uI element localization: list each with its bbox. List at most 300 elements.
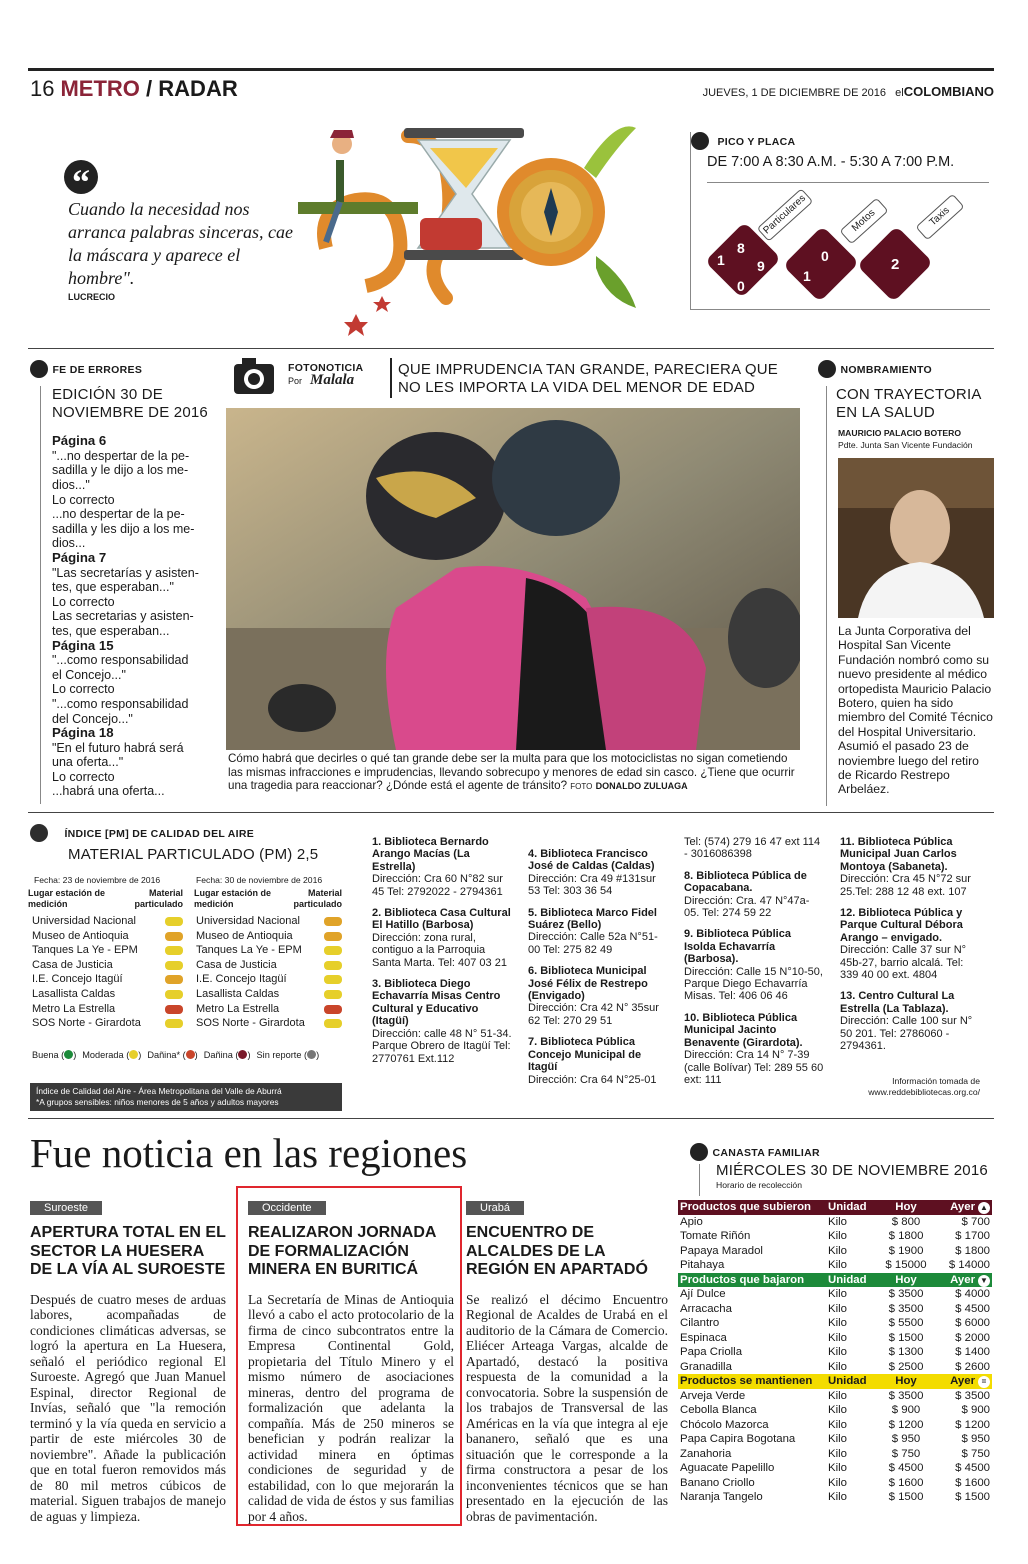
air-quality-title: MATERIAL PARTICULADO (PM) 2,5 [68, 846, 319, 864]
air-quality-label: ÍNDICE [PM] DE CALIDAD DEL AIRE [64, 828, 255, 841]
basket-row [678, 1490, 992, 1505]
product-name: Chócolo Mazorca [680, 1418, 769, 1431]
station-name: Lasallista Caldas [32, 987, 116, 1000]
legend-label: Sin reporte [256, 1050, 302, 1060]
photo-news-header [232, 352, 802, 404]
col-yesterday: Ayer [950, 1273, 975, 1286]
library-name: 5. Biblioteca Marco Fidel Suárez (Bello) [528, 906, 657, 932]
air-level-swatch [324, 932, 342, 941]
gear-icon [30, 824, 48, 842]
col-unit: Unidad [828, 1273, 867, 1286]
air-level-swatch [324, 961, 342, 970]
person-icon [818, 360, 836, 378]
price-today: $ 1200 [888, 1418, 924, 1431]
basket-row [678, 1360, 992, 1375]
key-label: Taxis [915, 194, 964, 241]
air-table-rows [32, 914, 183, 1031]
col-unit: Unidad [828, 1375, 867, 1387]
appointment-column [818, 360, 994, 422]
errata-label: FE DE ERRORES [52, 364, 143, 377]
region-tag: Suroeste [30, 1201, 102, 1215]
legend-item: Dañina ( ) [203, 1050, 251, 1060]
group-name: Productos se mantienen [680, 1375, 813, 1387]
price-yesterday: $ 700 [961, 1215, 990, 1228]
product-unit: Kilo [828, 1491, 847, 1503]
price-yesterday: $ 1700 [955, 1230, 990, 1242]
errata-line: dios... [52, 536, 86, 551]
product-unit: Kilo [828, 1360, 847, 1373]
product-unit: Kilo [828, 1433, 847, 1445]
errata-page-heading: Página 18 [52, 725, 114, 741]
air-station-row [196, 1002, 342, 1017]
product-unit: Kilo [828, 1244, 847, 1257]
station-name: SOS Norte - Girardota [32, 1017, 141, 1030]
product-name: Espinaca [680, 1331, 727, 1344]
air-station-row [196, 929, 342, 944]
library-name: 2. Biblioteca Casa Cultural El Hatillo (Barbosa) [372, 907, 511, 932]
price-yesterday: $ 4500 [955, 1302, 990, 1315]
group-name: Productos que subieron [680, 1201, 812, 1213]
errata-line: sadilla y le dijo a los me- [52, 463, 189, 478]
product-name: Banano Criollo [680, 1476, 755, 1489]
library-name: 4. Biblioteca Francisco José de Caldas (Caldas) [528, 848, 655, 873]
library-source-label: Información tomada de [892, 1076, 980, 1086]
errata-line: tes, que esperaban..." [52, 580, 174, 595]
library-details: Dirección: calle 48 N° 51-34. Parque Obrero de Itagüí Tel: 2770761 Ext.112 [372, 1027, 512, 1065]
air-level-swatch [324, 917, 342, 926]
basket-row [678, 1302, 992, 1317]
basket-header [690, 1143, 990, 1161]
library-details: Dirección: Calle 52a N°51-00 Tel: 275 82 49 [528, 931, 658, 956]
basket-row [678, 1432, 992, 1447]
legend-label: Dañina* [147, 1050, 181, 1060]
product-name: Papa Capira Bogotana [680, 1433, 796, 1445]
legend-label: Dañina [203, 1050, 233, 1060]
errata-line: sadilla y les dijo a los me- [52, 521, 195, 536]
subsection-name: RADAR [158, 76, 238, 101]
air-station-row [196, 943, 342, 958]
library-name: 11. Biblioteca Pública Municipal Juan Carlos Montoya (Sabaneta). [840, 836, 957, 873]
equal-arrow-icon: = [978, 1376, 990, 1388]
station-name: I.E. Concejo Itagüí [32, 973, 123, 986]
errata-line: Lo correcto [52, 492, 115, 507]
station-name: Tanques La Ye - EPM [196, 944, 302, 957]
legend-item: Dañina* ( ) [147, 1050, 198, 1060]
quote-icon: “ [64, 160, 98, 194]
motorcycle-photo [226, 408, 800, 750]
station-name: Universidad Nacional [196, 915, 300, 927]
errata-title: EDICIÓN 30 DE NOVIEMBRE DE 2016 [52, 386, 208, 422]
library-details: Tel: (574) 279 16 47 ext 114 - 3016086398 [684, 836, 821, 861]
library-name: 13. Centro Cultural La Estrella (La Tablaza). [840, 990, 955, 1015]
section-name: METRO [60, 76, 140, 101]
price-today: $ 5500 [888, 1317, 924, 1329]
station-name: Museo de Antioquia [32, 929, 129, 942]
pico-placa-title: PICO Y PLACA [717, 136, 796, 149]
library-name: 12. Biblioteca Pública y Parque Cultural Débora Arango – envigado. [840, 907, 963, 944]
price-yesterday: $ 6000 [955, 1317, 990, 1329]
basket-row [678, 1244, 992, 1259]
price-today: $ 1600 [888, 1476, 924, 1489]
errata-header [30, 360, 210, 378]
station-name: Metro La Estrella [32, 1002, 116, 1015]
air-level-swatch [324, 990, 342, 999]
product-unit: Kilo [828, 1317, 847, 1329]
errata-line: Lo correcto [52, 769, 115, 784]
legend-dot [129, 1050, 138, 1059]
errata-line: Lo correcto [52, 594, 115, 609]
errata-column [30, 360, 210, 799]
air-level-swatch [165, 990, 183, 999]
errata-line: "...no despertar de la pe- [52, 448, 190, 463]
air-station-row [196, 914, 342, 929]
errata-line: Las secretarias y asisten- [52, 609, 194, 624]
basket-icon [690, 1143, 708, 1161]
appointee-name: MAURICIO PALACIO BOTERO [838, 428, 962, 438]
station-name: Casa de Justicia [32, 958, 113, 971]
pico-placa-rule [707, 182, 989, 183]
air-quality-header [30, 824, 352, 842]
library-details: Dirección: Calle 100 sur N° 50 201. Tel: 2786060 - 2794361. [840, 1015, 973, 1053]
station-name: Casa de Justicia [196, 958, 277, 971]
product-name: Cebolla Blanca [680, 1404, 757, 1416]
price-today: $ 750 [891, 1447, 921, 1460]
air-level-swatch [165, 961, 183, 970]
photo-credit: DONALDO ZULUAGA [595, 781, 688, 792]
library-entry [372, 907, 512, 969]
library-entry [372, 836, 512, 898]
air-level-swatch [324, 1019, 342, 1028]
product-name: Pitahaya [680, 1259, 725, 1271]
errata-line: "En el futuro habrá será [52, 740, 184, 755]
price-today: $ 4500 [888, 1462, 924, 1474]
air-level-swatch [165, 917, 183, 926]
product-name: Arveja Verde [680, 1389, 746, 1402]
price-today: $ 1300 [888, 1346, 924, 1358]
station-name: I.E. Concejo Itagüí [196, 973, 287, 986]
station-name: Universidad Nacional [32, 915, 136, 927]
product-name: Zanahoria [680, 1447, 732, 1460]
station-name: Metro La Estrella [196, 1002, 280, 1015]
library-name: 3. Biblioteca Diego Echavarría Misas Centro Cultural y Educativo (Itagüí) [372, 978, 501, 1028]
appointment-label: NOMBRAMIENTO [840, 364, 932, 377]
library-details: Dirección: Cra 14 N° 7-39 (calle Bolívar) Tel: 289 55 60 ext: 111 [684, 1049, 824, 1086]
library-entry [840, 907, 980, 981]
library-name: 10. Biblioteca Pública Municipal Jacinto Benavente (Girardota). [684, 1011, 803, 1049]
price-today: $ 800 [891, 1215, 921, 1228]
basket-label: CANASTA FAMILIAR [712, 1147, 820, 1160]
photo-caption-text: Cómo habrá que decirles o qué tan grande debe ser la multa para que los motociclistas no sigan cometiendo las mismas infracciones e imprudencias, llevando sobrecupo y menores de edad sin casco. ¿Tiene que ocurrir una tragedia para reaccionar? ¿Dónde está el agente de tránsito? [228, 752, 795, 793]
camera-icon [232, 354, 276, 398]
air-station-row [32, 972, 183, 987]
story-headline: APERTURA TOTAL EN EL SECTOR LA HUESERA DE LA VÍA AL SUROESTE [30, 1224, 226, 1278]
basket-rule [699, 1164, 700, 1196]
product-name: Papaya Maradol [680, 1244, 763, 1257]
product-unit: Kilo [828, 1462, 847, 1474]
key-digit: 8 [737, 240, 745, 256]
price-yesterday: $ 900 [961, 1404, 990, 1416]
library-entry [684, 836, 824, 861]
header-rule [28, 68, 994, 71]
up-arrow-icon: ▲ [978, 1202, 990, 1214]
station-name: Museo de Antioquia [196, 929, 293, 942]
library-entry [840, 990, 980, 1052]
library-entry [684, 870, 824, 920]
air-station-row [32, 914, 183, 929]
appointee-photo [838, 458, 994, 618]
pico-placa-box [690, 132, 990, 310]
air-station-row [196, 987, 342, 1002]
pico-placa-header [691, 132, 795, 150]
price-yesterday: $ 4000 [955, 1288, 990, 1300]
key-digit: 0 [821, 248, 829, 264]
product-unit: Kilo [828, 1476, 847, 1489]
basket-title: MIÉRCOLES 30 DE NOVIEMBRE 2016 [716, 1162, 988, 1179]
product-name: Aguacate Papelillo [680, 1462, 775, 1474]
errata-line: "...como responsabilidad [52, 653, 189, 668]
col-material: Material particulado [293, 888, 342, 909]
air-table-date: Fecha: 30 de noviembre de 2016 [196, 875, 323, 885]
product-name: Ají Dulce [680, 1288, 726, 1300]
errata-line: una oferta..." [52, 755, 124, 770]
car-icon [691, 132, 709, 150]
basket-row [678, 1447, 992, 1462]
price-today: $ 1500 [888, 1491, 924, 1503]
library-entry [684, 928, 824, 1002]
library-entry [528, 1036, 668, 1086]
brand-name: COLOMBIANO [903, 84, 994, 99]
air-quality-source: Índice de Calidad del Aire - Área Metropolitana del Valle de Aburrá [36, 1086, 282, 1096]
photo-news-headline: QUE IMPRUDENCIA TAN GRANDE, PARECIERA QUE NO LES IMPORTA LA VIDA DEL MENOR DE EDAD [398, 361, 778, 396]
product-name: Papa Criolla [680, 1346, 743, 1358]
col-station: Lugar estación de medición [194, 888, 272, 909]
legend-item: Sin reporte ( ) [256, 1050, 320, 1060]
issue-date: JUEVES, 1 DE DICIEMBRE DE 2016 [702, 87, 886, 99]
product-unit: Kilo [828, 1418, 847, 1431]
col-station: Lugar estación de medición [28, 888, 106, 909]
air-station-row [196, 972, 342, 987]
errata-rule [40, 386, 41, 804]
price-today: $ 2500 [888, 1360, 924, 1373]
brand-prefix: el [895, 87, 904, 99]
legend-label: Moderada [82, 1050, 124, 1060]
pico-placa-hours: DE 7:00 A 8:30 A.M. - 5:30 A 7:00 P.M. [707, 154, 955, 170]
library-details: Dirección: Cra. 47 N°47a-05. Tel: 274 59 22 [684, 894, 810, 920]
price-today: $ 1900 [888, 1244, 924, 1257]
photo-caption [228, 752, 798, 794]
quote-text: Cuando la necesidad nos arranca palabras sinceras, cae la máscara y aparece el hombre". [68, 199, 293, 288]
air-level-swatch [165, 1019, 183, 1028]
station-name: Tanques La Ye - EPM [32, 944, 138, 957]
errata-page-heading: Página 6 [52, 433, 107, 449]
air-level-swatch [165, 946, 183, 955]
library-details: Dirección: Cra 49 #131sur 53 Tel: 303 36 54 [528, 872, 656, 898]
errata-line: dios..." [52, 478, 90, 493]
key-digit: 2 [891, 256, 900, 273]
group-name: Productos que bajaron [680, 1273, 805, 1286]
air-station-row [32, 958, 183, 973]
price-today: $ 3500 [888, 1302, 924, 1315]
basket-row [678, 1389, 992, 1404]
appointment-title: CON TRAYECTORIA EN LA SALUD [836, 386, 981, 422]
product-unit: Kilo [828, 1288, 847, 1300]
section-rule [28, 812, 994, 813]
library-name: 7. Biblioteca Pública Concejo Municipal de Itagüí [528, 1036, 642, 1074]
photo-news-divider [390, 358, 392, 398]
library-name: 8. Biblioteca Pública de Copacabana. [684, 869, 807, 895]
air-station-row [196, 958, 342, 973]
basket-row [678, 1229, 992, 1244]
page-number: 16 [30, 76, 55, 101]
library-details: Dirección: Calle 15 N°10-50, Parque Diego Echavarría Misas. Tel: 406 06 46 [684, 965, 823, 1003]
region-story [30, 1198, 226, 1524]
down-arrow-icon: ▼ [978, 1275, 990, 1287]
product-unit: Kilo [828, 1230, 847, 1242]
basket-row [678, 1316, 992, 1331]
price-yesterday: $ 2000 [955, 1331, 990, 1344]
basket-group-header [678, 1273, 992, 1288]
errata-line: Lo correcto [52, 682, 115, 697]
col-unit: Unidad [828, 1201, 867, 1213]
library-details: Dirección: zona rural, contiguo a la Parroquia Santa Marta. Tel: 407 03 21 [372, 931, 507, 969]
col-today: Hoy [895, 1273, 917, 1286]
appointment-rule [826, 386, 827, 806]
library-name: 6. Biblioteca Municipal José Félix de Restrepo (Envigado) [528, 965, 648, 1003]
regions-title: Fue noticia en las regiones [30, 1130, 468, 1176]
basket-row [678, 1476, 992, 1491]
hourglass-illustration [296, 108, 672, 336]
col-today: Hoy [895, 1201, 917, 1213]
author-signature: Malala [310, 372, 355, 388]
library-entry [840, 836, 980, 898]
appointee-role: Pdte. Junta San Vicente Fundación [838, 440, 973, 450]
product-name: Granadilla [680, 1360, 732, 1373]
errata-page-heading: Página 15 [52, 637, 114, 653]
library-column [840, 836, 980, 1062]
product-unit: Kilo [828, 1447, 847, 1460]
key-digit: 9 [757, 258, 765, 274]
basket-row [678, 1258, 992, 1273]
air-quality-column [30, 824, 352, 864]
library-entry [528, 965, 668, 1027]
region-story [466, 1198, 668, 1524]
region-story [248, 1198, 454, 1524]
errata-line: del Concejo..." [52, 711, 133, 726]
photo-credit-label: FOTO [570, 782, 593, 792]
library-entry [372, 978, 512, 1065]
air-station-row [32, 943, 183, 958]
price-yesterday: $ 1400 [955, 1346, 990, 1358]
product-unit: Kilo [828, 1389, 847, 1402]
errata-line: ...habrá una oferta... [52, 784, 165, 799]
air-table-head [28, 888, 183, 914]
story-headline: REALIZARON JORNADA DE FORMALIZACIÓN MINERA EN BURITICÁ [248, 1224, 436, 1278]
price-today: $ 3500 [888, 1288, 924, 1300]
story-body: Se realizó el décimo Encuentro Regional de Acaldes de Urabá en el auditorio de la Cámara de Comercio. Eliécer Arteaga Vargas, alcalde de Apartadó, destacó la positiva respuesta de la comunidad a la convocatoria. Sobre la suspensión de los trabajos de Transversal de las Américas en la vía que integra al eje bananero, señaló que es una situación que le corresponde a la firma constructora a pesar de los inconvenientes técnicos que se han presentado en la ejecución de las obras de pavimentación. [466, 1291, 668, 1524]
air-level-swatch [324, 946, 342, 955]
price-yesterday: $ 1200 [955, 1418, 990, 1431]
errata-icon [30, 360, 48, 378]
appointment-body: La Junta Corporativa del Hospital San Vicente Fundación nombró como su nuevo presidente al médico ortopedista Mauricio Palacio Botero, quien ha sido miembro del Comité Técnico del Hospital Universitario. Asumió el pasado 23 de noviembre luego del retiro de Ricardo Restrepo Arbeláez. [838, 624, 993, 797]
air-level-swatch [324, 975, 342, 984]
price-yesterday: $ 1800 [955, 1244, 990, 1257]
price-yesterday: $ 2600 [955, 1360, 990, 1373]
product-unit: Kilo [828, 1346, 847, 1358]
library-column [528, 848, 668, 1095]
col-today: Hoy [895, 1375, 917, 1387]
library-source-url[interactable]: www.reddebibliotecas.org.co/ [868, 1087, 980, 1097]
col-material: Material particulado [134, 888, 183, 909]
col-yesterday: Ayer [950, 1201, 975, 1213]
air-level-swatch [165, 1005, 183, 1014]
key-label: Motos [839, 198, 888, 245]
product-unit: Kilo [828, 1215, 847, 1228]
air-station-row [32, 1016, 183, 1031]
errata-line: "Las secretarías y asisten- [52, 565, 199, 580]
page-header: 16 METRO / RADAR [30, 76, 238, 101]
key-digit: 1 [717, 252, 725, 268]
price-yesterday: $ 4500 [955, 1462, 990, 1474]
library-column [684, 836, 824, 1095]
price-yesterday: $ 1600 [955, 1476, 990, 1489]
basket-row [678, 1287, 992, 1302]
air-station-row [196, 1016, 342, 1031]
errata-body [52, 434, 210, 799]
price-today: $ 950 [891, 1433, 921, 1445]
basket-row [678, 1403, 992, 1418]
product-unit: Kilo [828, 1259, 847, 1271]
legend-dot [238, 1050, 247, 1059]
dateline [703, 84, 994, 99]
air-station-row [32, 1002, 183, 1017]
basket-row [678, 1215, 992, 1230]
air-level-swatch [324, 1005, 342, 1014]
story-body: La Secretaría de Minas de Antioquia llevó a cabo el acto protocolario de la firma de cinco subcontratos entre la Empresa Continental Gold, propietaria del Título Minero y el mismo número de asociaciones mineras, dentro del programa de formalización que adelanta la compañía. Más de 250 mineros se benefician y podrán realizar la actividad minera en óptimas condiciones de seguridad y de estabilidad, con lo que mejorarán la calidad de vida de éstos y sus familias por 4 años. [248, 1291, 454, 1524]
basket-row [678, 1331, 992, 1346]
library-name: 9. Biblioteca Pública Isolda Echavarría (Barbosa). [684, 928, 791, 966]
library-details: Dirección: Cra 60 N°82 sur 45 Tel: 2792022 - 2794361 [372, 873, 503, 898]
library-details: Dirección: Cra 45 N°72 sur 25.Tel: 288 12 48 ext. 107 [840, 873, 971, 898]
product-name: Arracacha [680, 1302, 732, 1315]
basket-table-wrap [678, 1200, 992, 1505]
region-tag: Occidente [248, 1201, 326, 1215]
section-rule [28, 1118, 994, 1119]
air-station-row [32, 929, 183, 944]
errata-page-heading: Página 7 [52, 549, 107, 565]
air-table-head [190, 888, 342, 914]
basket-row [678, 1461, 992, 1476]
library-details: Dirección: Cra 42 N° 35sur 62 Tel: 270 29 51 [528, 1002, 659, 1027]
story-body: Después de cuatro meses de arduas labores, acompañadas de condiciones climáticas adversas, se logró la apertura en La Huesera, señaló el periódico regional El Suroeste. Agregó que Juan Manuel Espinal, director Regional de Invías, señaló que "la remoción terminó y la vía queda en servicio a partir de este miércoles 30 de noviembre". Añade la publicación que en total fueron removidos más de 80 mil metros cúbicos de material. Siguen trabajos de manejo de aguas y limpieza. [30, 1291, 226, 1524]
price-yesterday: $ 950 [961, 1433, 990, 1445]
col-yesterday-cell [934, 1273, 992, 1288]
air-level-swatch [165, 932, 183, 941]
basket-subtitle: Horario de recolección [716, 1180, 802, 1190]
library-name: 1. Biblioteca Bernardo Arango Macías (La Estrella) [372, 836, 489, 873]
product-unit: Kilo [828, 1331, 847, 1344]
errata-line: "...como responsabilidad [52, 696, 189, 711]
basket-row [678, 1345, 992, 1360]
library-source [860, 1076, 980, 1098]
air-table-23 [28, 875, 183, 1031]
legend-item: Moderada ( ) [82, 1050, 142, 1060]
photo-news-by: Por [288, 376, 303, 386]
product-unit: Kilo [828, 1302, 847, 1315]
basket-row [678, 1418, 992, 1433]
air-table-30 [190, 875, 342, 1031]
product-name: Naranja Tangelo [680, 1491, 763, 1503]
price-today: $ 900 [891, 1404, 921, 1416]
